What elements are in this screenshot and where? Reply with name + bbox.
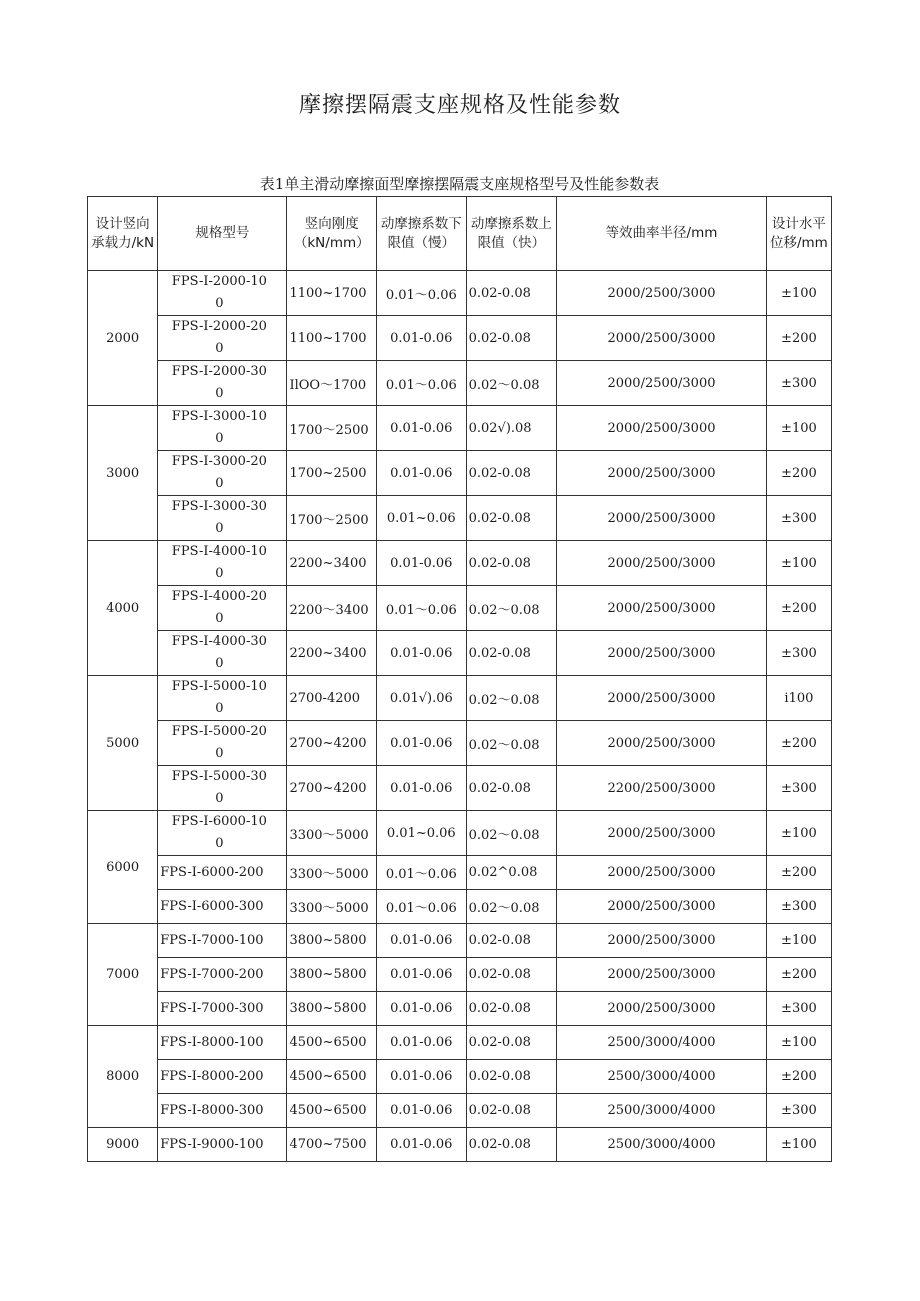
radius-cell: 2000/2500/3000	[557, 451, 767, 496]
model-cell: FPS-I-5000-100	[158, 676, 287, 721]
displacement-cell: ±100	[766, 541, 831, 586]
friction-low-cell: 0.01~0.06	[377, 496, 467, 541]
model-cell: FPS-I-4000-200	[158, 586, 287, 631]
model-cell: FPS-I-6000-300	[158, 890, 287, 924]
stiffness-cell: 4500~6500	[287, 1026, 377, 1060]
model-cell: FPS-I-6000-200	[158, 856, 287, 890]
model-cell: FPS-I-7000-200	[158, 958, 287, 992]
radius-cell: 2000/2500/3000	[557, 721, 767, 766]
model-cell: FPS-I-2000-200	[158, 316, 287, 361]
friction-high-cell: 0.02～0.08	[466, 361, 557, 406]
friction-low-cell: 0.01～0.06	[377, 890, 467, 924]
friction-high-cell: 0.02-0.08	[466, 496, 557, 541]
friction-low-cell: 0.01-0.06	[377, 316, 467, 361]
table-row	[88, 721, 832, 766]
stiffness-cell: 4500~6500	[287, 1094, 377, 1128]
load-cell: 8000	[88, 1026, 158, 1128]
header-radius: 等效曲率半径/mm	[557, 197, 767, 271]
friction-low-cell: 0.01-0.06	[377, 721, 467, 766]
radius-cell: 2500/3000/4000	[557, 1128, 767, 1162]
friction-low-cell: 0.01-0.06	[377, 406, 467, 451]
table-row	[88, 1026, 832, 1060]
load-cell: 5000	[88, 676, 158, 811]
friction-low-cell: 0.01-0.06	[377, 924, 467, 958]
displacement-cell: ±300	[766, 361, 831, 406]
displacement-cell: ±100	[766, 271, 831, 316]
radius-cell: 2000/2500/3000	[557, 631, 767, 676]
table-row	[88, 361, 832, 406]
spec-table	[87, 196, 832, 1162]
table-row	[88, 316, 832, 361]
friction-high-cell: 0.02-0.08	[466, 924, 557, 958]
friction-low-cell: 0.01-0.06	[377, 451, 467, 496]
displacement-cell: ±200	[766, 721, 831, 766]
displacement-cell: ±300	[766, 766, 831, 811]
stiffness-cell: 3800~5800	[287, 924, 377, 958]
stiffness-cell: 3300～5000	[287, 890, 377, 924]
header-load: 设计竖向承载力/kN	[88, 197, 158, 271]
friction-low-cell: 0.01~0.06	[377, 811, 467, 856]
displacement-cell: ±200	[766, 958, 831, 992]
friction-low-cell: 0.01-0.06	[377, 1128, 467, 1162]
stiffness-cell: 3300～5000	[287, 856, 377, 890]
friction-high-cell: 0.02～0.08	[466, 586, 557, 631]
radius-cell: 2500/3000/4000	[557, 1026, 767, 1060]
friction-high-cell: 0.02-0.08	[466, 1094, 557, 1128]
header-friction-high: 动摩擦系数上限值（快）	[466, 197, 557, 271]
table-row	[88, 451, 832, 496]
table-row	[88, 924, 832, 958]
table-row	[88, 541, 832, 586]
table-row	[88, 811, 832, 856]
radius-cell: 2000/2500/3000	[557, 924, 767, 958]
friction-low-cell: 0.01～0.06	[377, 856, 467, 890]
header-displacement: 设计水平位移/mm	[766, 197, 831, 271]
friction-low-cell: 0.01-0.06	[377, 992, 467, 1026]
table-row	[88, 676, 832, 721]
stiffness-cell: 1700～2500	[287, 406, 377, 451]
displacement-cell: ±300	[766, 992, 831, 1026]
radius-cell: 2000/2500/3000	[557, 586, 767, 631]
friction-high-cell: 0.02^0.08	[466, 856, 557, 890]
friction-low-cell: 0.01-0.06	[377, 541, 467, 586]
friction-high-cell: 0.02-0.08	[466, 316, 557, 361]
model-cell: FPS-I-9000-100	[158, 1128, 287, 1162]
friction-low-cell: 0.01-0.06	[377, 1026, 467, 1060]
friction-high-cell: 0.02-0.08	[466, 631, 557, 676]
table-row	[88, 631, 832, 676]
model-cell: FPS-I-3000-200	[158, 451, 287, 496]
displacement-cell: ±200	[766, 451, 831, 496]
header-model: 规格型号	[158, 197, 287, 271]
radius-cell: 2000/2500/3000	[557, 496, 767, 541]
friction-high-cell: 0.02-0.08	[466, 541, 557, 586]
displacement-cell: ±300	[766, 631, 831, 676]
load-cell: 9000	[88, 1128, 158, 1162]
stiffness-cell: 2200～3400	[287, 586, 377, 631]
table-body	[88, 271, 832, 1162]
displacement-cell: ±200	[766, 586, 831, 631]
table-row	[88, 992, 832, 1026]
load-cell: 4000	[88, 541, 158, 676]
table-row	[88, 856, 832, 890]
load-cell: 7000	[88, 924, 158, 1026]
friction-low-cell: 0.01～0.06	[377, 271, 467, 316]
model-cell: FPS-I-2000-100	[158, 271, 287, 316]
friction-high-cell: 0.02-0.08	[466, 958, 557, 992]
model-cell: FPS-I-2000-300	[158, 361, 287, 406]
model-cell: FPS-I-8000-200	[158, 1060, 287, 1094]
displacement-cell: ±300	[766, 496, 831, 541]
displacement-cell: ±200	[766, 316, 831, 361]
model-cell: FPS-I-4000-300	[158, 631, 287, 676]
friction-low-cell: 0.01-0.06	[377, 766, 467, 811]
displacement-cell: ±100	[766, 406, 831, 451]
friction-low-cell: 0.01-0.06	[377, 958, 467, 992]
stiffness-cell: 2200~3400	[287, 541, 377, 586]
radius-cell: 2000/2500/3000	[557, 958, 767, 992]
header-row	[88, 197, 832, 271]
friction-high-cell: 0.02-0.08	[466, 271, 557, 316]
table-row	[88, 586, 832, 631]
load-cell: 6000	[88, 811, 158, 924]
friction-high-cell: 0.02～0.08	[466, 811, 557, 856]
friction-low-cell: 0.01～0.06	[377, 586, 467, 631]
table-row	[88, 890, 832, 924]
stiffness-cell: 1100~1700	[287, 316, 377, 361]
radius-cell: 2000/2500/3000	[557, 992, 767, 1026]
friction-high-cell: 0.02√).08	[466, 406, 557, 451]
stiffness-cell: 3800~5800	[287, 992, 377, 1026]
displacement-cell: ±200	[766, 1060, 831, 1094]
radius-cell: 2000/2500/3000	[557, 406, 767, 451]
header-stiffness: 竖向刚度（kN/mm）	[287, 197, 377, 271]
friction-low-cell: 0.01-0.06	[377, 631, 467, 676]
friction-low-cell: 0.01-0.06	[377, 1060, 467, 1094]
radius-cell: 2000/2500/3000	[557, 271, 767, 316]
radius-cell: 2000/2500/3000	[557, 541, 767, 586]
friction-high-cell: 0.02-0.08	[466, 1060, 557, 1094]
load-cell: 3000	[88, 406, 158, 541]
model-cell: FPS-I-6000-100	[158, 811, 287, 856]
model-cell: FPS-I-7000-300	[158, 992, 287, 1026]
radius-cell: 2000/2500/3000	[557, 856, 767, 890]
table-row	[88, 1060, 832, 1094]
model-cell: FPS-I-4000-100	[158, 541, 287, 586]
friction-low-cell: 0.01～0.06	[377, 361, 467, 406]
friction-high-cell: 0.02～0.08	[466, 890, 557, 924]
stiffness-cell: 1700~2500	[287, 451, 377, 496]
load-cell: 2000	[88, 271, 158, 406]
friction-high-cell: 0.02-0.08	[466, 992, 557, 1026]
displacement-cell: ±300	[766, 1094, 831, 1128]
displacement-cell: ±300	[766, 890, 831, 924]
model-cell: FPS-I-8000-100	[158, 1026, 287, 1060]
stiffness-cell: 4700~7500	[287, 1128, 377, 1162]
radius-cell: 2000/2500/3000	[557, 361, 767, 406]
stiffness-cell: 2700~4200	[287, 721, 377, 766]
stiffness-cell: 1700～2500	[287, 496, 377, 541]
friction-low-cell: 0.01√).06	[377, 676, 467, 721]
displacement-cell: ±100	[766, 1128, 831, 1162]
table-row	[88, 271, 832, 316]
displacement-cell: ±100	[766, 924, 831, 958]
model-cell: FPS-I-3000-300	[158, 496, 287, 541]
displacement-cell: ±100	[766, 1026, 831, 1060]
friction-high-cell: 0.02-0.08	[466, 1026, 557, 1060]
stiffness-cell: IlOO～1700	[287, 361, 377, 406]
model-cell: FPS-I-8000-300	[158, 1094, 287, 1128]
friction-high-cell: 0.02～0.08	[466, 721, 557, 766]
stiffness-cell: 4500~6500	[287, 1060, 377, 1094]
header-friction-low: 动摩擦系数下限值（慢）	[377, 197, 467, 271]
table-row	[88, 766, 832, 811]
stiffness-cell: 2700-4200	[287, 676, 377, 721]
radius-cell: 2000/2500/3000	[557, 316, 767, 361]
friction-high-cell: 0.02-0.08	[466, 1128, 557, 1162]
stiffness-cell: 2200~3400	[287, 631, 377, 676]
stiffness-cell: 2700~4200	[287, 766, 377, 811]
table-row	[88, 1128, 832, 1162]
table-row	[88, 958, 832, 992]
table-caption: 表1单主滑动摩擦面型摩擦摆隔震支座规格型号及性能参数表	[259, 175, 660, 193]
table-row	[88, 1094, 832, 1128]
model-cell: FPS-I-5000-200	[158, 721, 287, 766]
stiffness-cell: 3300～5000	[287, 811, 377, 856]
displacement-cell: ±200	[766, 856, 831, 890]
model-cell: FPS-I-5000-300	[158, 766, 287, 811]
model-cell: FPS-I-3000-100	[158, 406, 287, 451]
displacement-cell: ±100	[766, 811, 831, 856]
radius-cell: 2200/2500/3000	[557, 766, 767, 811]
friction-low-cell: 0.01-0.06	[377, 1094, 467, 1128]
table-row	[88, 406, 832, 451]
displacement-cell: i100	[766, 676, 831, 721]
model-cell: FPS-I-7000-100	[158, 924, 287, 958]
friction-high-cell: 0.02-0.08	[466, 766, 557, 811]
table-row	[88, 496, 832, 541]
stiffness-cell: 3800~5800	[287, 958, 377, 992]
page-title: 摩擦摆隔震支座规格及性能参数	[298, 93, 621, 118]
radius-cell: 2500/3000/4000	[557, 1060, 767, 1094]
friction-high-cell: 0.02-0.08	[466, 451, 557, 496]
friction-high-cell: 0.02～0.08	[466, 676, 557, 721]
radius-cell: 2000/2500/3000	[557, 811, 767, 856]
radius-cell: 2000/2500/3000	[557, 676, 767, 721]
radius-cell: 2000/2500/3000	[557, 890, 767, 924]
radius-cell: 2500/3000/4000	[557, 1094, 767, 1128]
stiffness-cell: 1100~1700	[287, 271, 377, 316]
